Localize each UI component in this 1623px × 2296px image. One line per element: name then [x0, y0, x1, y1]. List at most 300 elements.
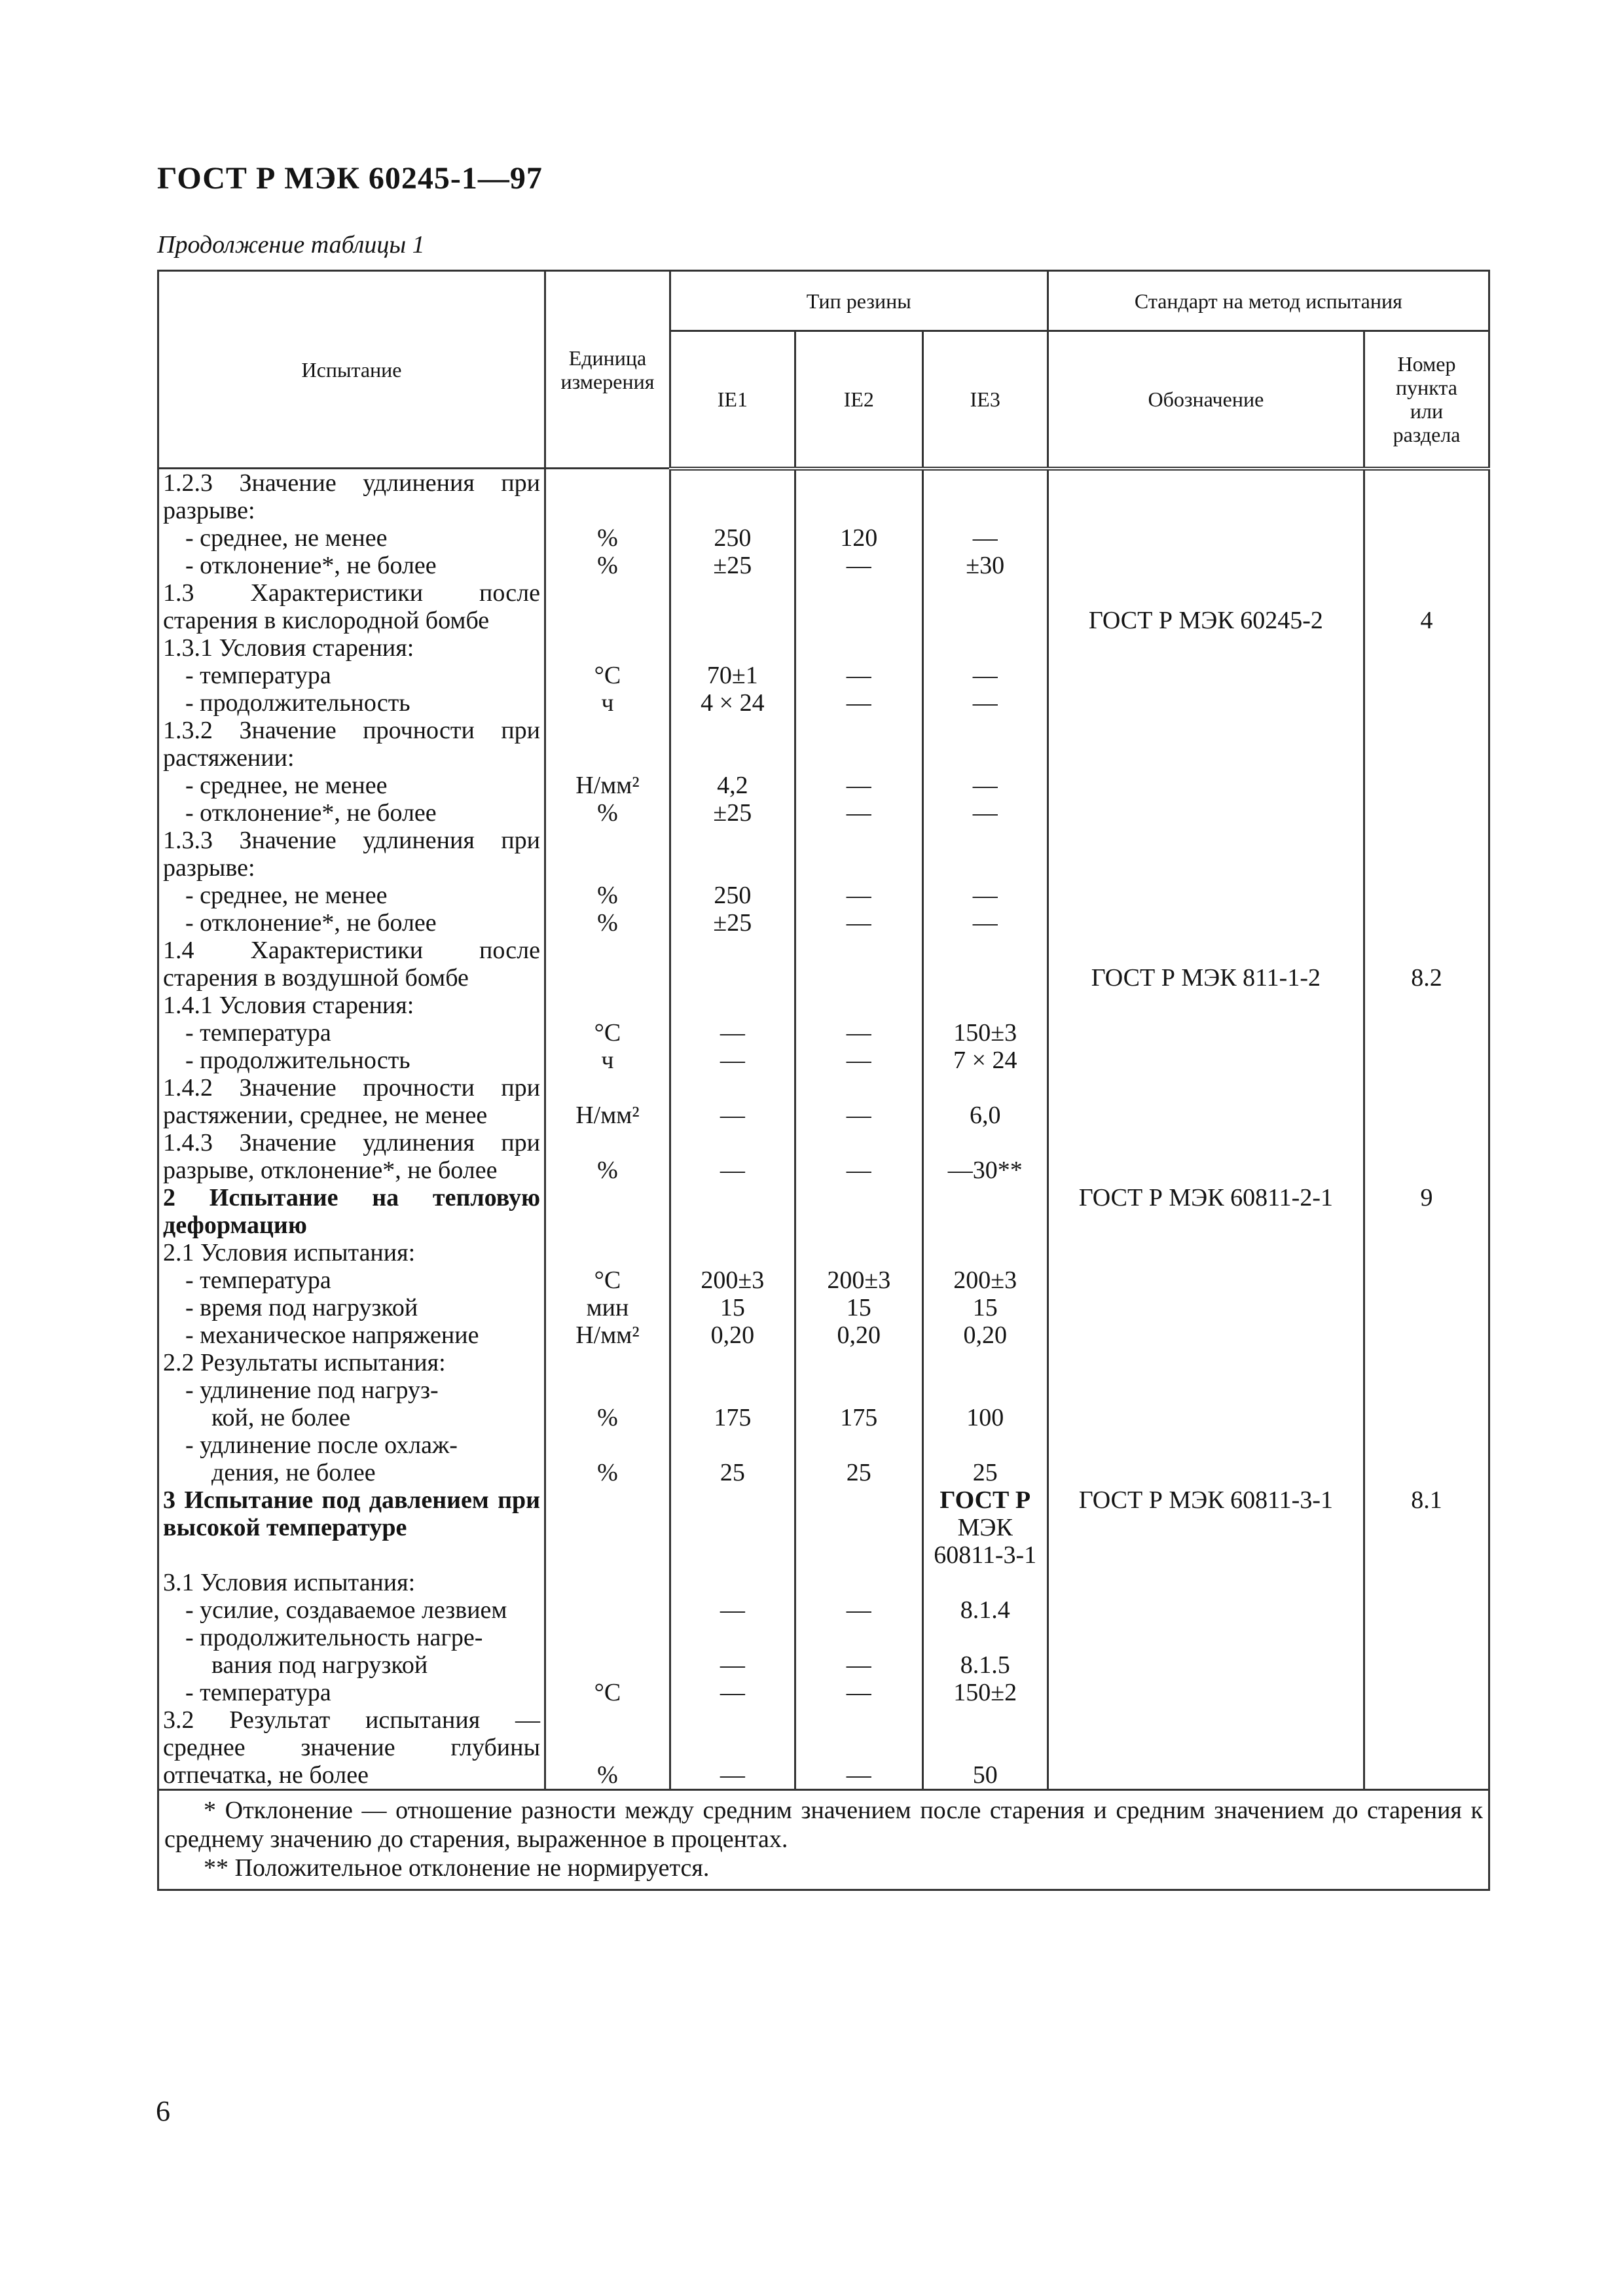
- table-body: [158, 469, 1489, 1790]
- unit-cell: [545, 744, 670, 772]
- clause-number-cell: [1364, 552, 1489, 579]
- ie3-cell: МЭК: [922, 1514, 1048, 1541]
- ie3-cell: [922, 937, 1048, 964]
- ie2-cell: 200±3: [795, 1266, 922, 1294]
- clause-number-cell: 4: [1364, 607, 1489, 634]
- clause-number-cell: [1364, 772, 1489, 799]
- table-row: [158, 1734, 1489, 1761]
- ie2-cell: —: [795, 772, 922, 799]
- clause-number-cell: [1364, 1102, 1489, 1129]
- ie1-cell: —: [670, 1047, 795, 1074]
- ie1-cell: [670, 497, 795, 524]
- unit-cell: %: [545, 909, 670, 937]
- table-row: [158, 772, 1489, 799]
- ie3-cell: [922, 1129, 1048, 1157]
- clause-number-cell: [1364, 1514, 1489, 1541]
- standard-designation-cell: [1048, 1624, 1364, 1651]
- header-standard: Стандарт на метод испытания: [1048, 271, 1489, 331]
- unit-cell: %: [545, 882, 670, 909]
- clause-number-cell: [1364, 1624, 1489, 1651]
- ie1-cell: —: [670, 1596, 795, 1624]
- table-row: [158, 1239, 1489, 1266]
- unit-cell: мин: [545, 1294, 670, 1321]
- unit-cell: [545, 1211, 670, 1239]
- unit-cell: [545, 1596, 670, 1624]
- standard-designation-cell: [1048, 497, 1364, 524]
- unit-cell: [545, 1734, 670, 1761]
- ie2-cell: [795, 1569, 922, 1596]
- ie3-cell: [922, 1376, 1048, 1404]
- table-row: [158, 1624, 1489, 1651]
- test-name-cell: 1.3.3 Значение удлинения при: [158, 827, 545, 854]
- ie2-cell: [795, 1624, 922, 1651]
- unit-cell: %: [545, 1404, 670, 1431]
- ie1-cell: 70±1: [670, 662, 795, 689]
- clause-number-cell: [1364, 744, 1489, 772]
- table-row: [158, 1679, 1489, 1706]
- table-row: [158, 469, 1489, 497]
- ie2-cell: [795, 1541, 922, 1569]
- ie2-cell: [795, 1431, 922, 1459]
- unit-cell: [545, 964, 670, 992]
- unit-cell: %: [545, 552, 670, 579]
- table-footnotes: [158, 1790, 1489, 1890]
- table-row: [158, 1761, 1489, 1790]
- ie3-cell: 8.1.4: [922, 1596, 1048, 1624]
- test-name-cell: 2.1 Условия испытания:: [158, 1239, 545, 1266]
- standard-designation-cell: [1048, 717, 1364, 744]
- clause-number-cell: 8.1: [1364, 1486, 1489, 1514]
- clause-number-cell: [1364, 1321, 1489, 1349]
- clause-number-cell: [1364, 937, 1489, 964]
- unit-cell: [545, 1569, 670, 1596]
- ie2-cell: [795, 1211, 922, 1239]
- unit-cell: [545, 497, 670, 524]
- table-row: [158, 1596, 1489, 1624]
- ie3-cell: [922, 469, 1048, 497]
- standard-designation-cell: [1048, 772, 1364, 799]
- test-name-cell: [158, 1541, 545, 1569]
- test-name-cell: - продолжительность: [158, 1047, 545, 1074]
- ie3-cell: —: [922, 799, 1048, 827]
- clause-number-cell: [1364, 524, 1489, 552]
- test-name-cell: - механическое напряжение: [158, 1321, 545, 1349]
- table-row: [158, 1102, 1489, 1129]
- ie2-cell: [795, 1486, 922, 1514]
- table-row: [158, 1376, 1489, 1404]
- ie2-cell: 15: [795, 1294, 922, 1321]
- ie3-cell: 150±3: [922, 1019, 1048, 1047]
- standard-designation-cell: [1048, 1239, 1364, 1266]
- clause-number-cell: [1364, 1761, 1489, 1790]
- standard-designation-cell: [1048, 1294, 1364, 1321]
- standard-designation-cell: [1048, 552, 1364, 579]
- ie3-cell: —: [922, 909, 1048, 937]
- standard-designation-cell: [1048, 744, 1364, 772]
- unit-cell: °C: [545, 662, 670, 689]
- ie2-cell: [795, 964, 922, 992]
- unit-cell: [545, 1074, 670, 1102]
- test-name-cell: разрыве:: [158, 497, 545, 524]
- clause-number-cell: [1364, 1157, 1489, 1184]
- ie2-cell: [795, 744, 922, 772]
- ie1-cell: [670, 469, 795, 497]
- test-name-cell: - температура: [158, 1019, 545, 1047]
- ie3-cell: [922, 992, 1048, 1019]
- test-name-cell: старения в кислородной бомбе: [158, 607, 545, 634]
- standard-designation-cell: ГОСТ Р МЭК 60245-2: [1048, 607, 1364, 634]
- ie2-cell: [795, 607, 922, 634]
- ie3-cell: 0,20: [922, 1321, 1048, 1349]
- table-row: [158, 1074, 1489, 1102]
- standard-designation-cell: [1048, 1459, 1364, 1486]
- clause-number-cell: [1364, 1239, 1489, 1266]
- ie1-cell: [670, 1514, 795, 1541]
- table-row: [158, 634, 1489, 662]
- table-caption: Продолжение таблицы 1: [157, 231, 425, 259]
- ie2-cell: [795, 992, 922, 1019]
- unit-cell: [545, 1239, 670, 1266]
- ie2-cell: —: [795, 552, 922, 579]
- table-row: [158, 992, 1489, 1019]
- standard-designation-cell: [1048, 992, 1364, 1019]
- ie1-cell: [670, 634, 795, 662]
- standard-designation-cell: [1048, 662, 1364, 689]
- table-row: [158, 1706, 1489, 1734]
- test-name-cell: растяжении, среднее, не менее: [158, 1102, 545, 1129]
- unit-cell: %: [545, 1761, 670, 1790]
- ie2-cell: [795, 717, 922, 744]
- table-row: [158, 937, 1489, 964]
- standard-designation-cell: [1048, 854, 1364, 882]
- ie2-cell: [795, 1514, 922, 1541]
- footnote-deviation: * Отклонение — отношение разности между средним значением после старения и средним значением до старения к среднему значению до старения, выраженное в процентах.: [164, 1797, 1483, 1853]
- unit-cell: ч: [545, 1047, 670, 1074]
- standard-designation-cell: [1048, 1761, 1364, 1790]
- test-name-cell: - температура: [158, 662, 545, 689]
- table-row: [158, 717, 1489, 744]
- unit-cell: [545, 1541, 670, 1569]
- ie3-cell: —: [922, 662, 1048, 689]
- ie3-cell: [922, 1706, 1048, 1734]
- test-name-cell: кой, не более: [158, 1404, 545, 1431]
- standard-designation-cell: [1048, 1157, 1364, 1184]
- standard-designation-cell: [1048, 579, 1364, 607]
- table-row: [158, 854, 1489, 882]
- table-row: [158, 1486, 1489, 1514]
- ie2-cell: —: [795, 1019, 922, 1047]
- test-name-cell: старения в воздушной бомбе: [158, 964, 545, 992]
- ie1-cell: —: [670, 1102, 795, 1129]
- ie1-cell: [670, 1431, 795, 1459]
- test-name-cell: - продолжительность: [158, 689, 545, 717]
- ie1-cell: [670, 1349, 795, 1376]
- test-name-cell: 3 Испытание под давлением при: [158, 1486, 545, 1514]
- standard-designation-cell: [1048, 469, 1364, 497]
- table-row: [158, 1294, 1489, 1321]
- ie1-cell: 4,2: [670, 772, 795, 799]
- ie3-cell: ГОСТ Р: [922, 1486, 1048, 1514]
- standard-designation-cell: [1048, 1266, 1364, 1294]
- test-name-cell: - отклонение*, не более: [158, 909, 545, 937]
- ie1-cell: [670, 964, 795, 992]
- unit-cell: [545, 1486, 670, 1514]
- ie1-cell: 25: [670, 1459, 795, 1486]
- standard-designation-cell: [1048, 909, 1364, 937]
- test-name-cell: высокой температуре: [158, 1514, 545, 1541]
- ie2-cell: —: [795, 1047, 922, 1074]
- ie2-cell: —: [795, 662, 922, 689]
- ie1-cell: 0,20: [670, 1321, 795, 1349]
- standard-designation-cell: ГОСТ Р МЭК 811-1-2: [1048, 964, 1364, 992]
- ie3-cell: [922, 579, 1048, 607]
- ie3-cell: 60811-3-1: [922, 1541, 1048, 1569]
- test-name-cell: - температура: [158, 1679, 545, 1706]
- table-row: [158, 1541, 1489, 1569]
- ie1-cell: [670, 744, 795, 772]
- test-name-cell: 2 Испытание на тепловую: [158, 1184, 545, 1211]
- test-name-cell: деформацию: [158, 1211, 545, 1239]
- test-name-cell: растяжении:: [158, 744, 545, 772]
- unit-cell: °C: [545, 1679, 670, 1706]
- clause-number-cell: [1364, 469, 1489, 497]
- clause-number-cell: [1364, 1074, 1489, 1102]
- clause-number-cell: [1364, 992, 1489, 1019]
- ie1-cell: [670, 1624, 795, 1651]
- clause-number-cell: [1364, 799, 1489, 827]
- clause-number-cell: [1364, 1459, 1489, 1486]
- test-name-cell: 3.2 Результат испытания —: [158, 1706, 545, 1734]
- table-row: [158, 1157, 1489, 1184]
- ie1-cell: [670, 827, 795, 854]
- ie3-cell: 100: [922, 1404, 1048, 1431]
- specifications-table: [157, 270, 1490, 1891]
- ie1-cell: [670, 1541, 795, 1569]
- clause-number-cell: [1364, 1349, 1489, 1376]
- clause-number-cell: [1364, 689, 1489, 717]
- clause-number-cell: [1364, 1596, 1489, 1624]
- unit-cell: Н/мм²: [545, 1321, 670, 1349]
- clause-number-cell: [1364, 1734, 1489, 1761]
- standard-designation-cell: [1048, 1019, 1364, 1047]
- standard-designation-cell: [1048, 1679, 1364, 1706]
- test-name-cell: дения, не более: [158, 1459, 545, 1486]
- test-name-cell: - отклонение*, не более: [158, 799, 545, 827]
- unit-cell: [545, 937, 670, 964]
- table-row: [158, 909, 1489, 937]
- ie1-cell: [670, 1734, 795, 1761]
- ie3-cell: [922, 1734, 1048, 1761]
- clause-number-cell: [1364, 1211, 1489, 1239]
- ie3-cell: [922, 964, 1048, 992]
- standard-designation-cell: [1048, 882, 1364, 909]
- table-row: [158, 1651, 1489, 1679]
- unit-cell: [545, 992, 670, 1019]
- unit-cell: %: [545, 1157, 670, 1184]
- clause-number-cell: [1364, 1679, 1489, 1706]
- test-name-cell: 1.4.1 Условия старения:: [158, 992, 545, 1019]
- ie1-cell: [670, 1184, 795, 1211]
- clause-number-cell: [1364, 1129, 1489, 1157]
- ie2-cell: [795, 1184, 922, 1211]
- ie3-cell: [922, 1239, 1048, 1266]
- ie3-cell: 6,0: [922, 1102, 1048, 1129]
- unit-cell: [545, 1431, 670, 1459]
- ie3-cell: [922, 854, 1048, 882]
- unit-cell: [545, 1349, 670, 1376]
- test-name-cell: среднее значение глубины: [158, 1734, 545, 1761]
- footnote-positive-deviation: ** Положительное отклонение не нормируется.: [204, 1854, 710, 1882]
- page-number: 6: [156, 2095, 170, 2127]
- clause-number-cell: [1364, 909, 1489, 937]
- ie3-cell: [922, 1431, 1048, 1459]
- unit-cell: %: [545, 1459, 670, 1486]
- ie1-cell: [670, 992, 795, 1019]
- ie2-cell: 175: [795, 1404, 922, 1431]
- test-name-cell: - удлинение под нагруз-: [158, 1376, 545, 1404]
- ie1-cell: 4 × 24: [670, 689, 795, 717]
- ie2-cell: [795, 1706, 922, 1734]
- unit-cell: [545, 469, 670, 497]
- ie2-cell: [795, 854, 922, 882]
- test-name-cell: 1.4.2 Значение прочности при: [158, 1074, 545, 1102]
- ie2-cell: —: [795, 1761, 922, 1790]
- document-code: ГОСТ Р МЭК 60245-1—97: [157, 161, 543, 196]
- ie2-cell: —: [795, 1596, 922, 1624]
- ie2-cell: —: [795, 689, 922, 717]
- ie3-cell: —: [922, 689, 1048, 717]
- table-row: [158, 662, 1489, 689]
- standard-designation-cell: [1048, 1596, 1364, 1624]
- ie3-cell: 25: [922, 1459, 1048, 1486]
- standard-designation-cell: [1048, 1734, 1364, 1761]
- ie3-cell: [922, 1211, 1048, 1239]
- table-row: [158, 1047, 1489, 1074]
- table-row: [158, 1349, 1489, 1376]
- ie3-cell: 150±2: [922, 1679, 1048, 1706]
- clause-number-cell: [1364, 1651, 1489, 1679]
- ie2-cell: —: [795, 1679, 922, 1706]
- clause-number-cell: [1364, 1431, 1489, 1459]
- standard-designation-cell: [1048, 1431, 1364, 1459]
- clause-number-cell: [1364, 1019, 1489, 1047]
- standard-designation-cell: ГОСТ Р МЭК 60811-2-1: [1048, 1184, 1364, 1211]
- ie3-cell: 50: [922, 1761, 1048, 1790]
- table-row: [158, 579, 1489, 607]
- test-name-cell: - температура: [158, 1266, 545, 1294]
- table-row: [158, 1211, 1489, 1239]
- ie1-cell: —: [670, 1157, 795, 1184]
- table-row: [158, 1569, 1489, 1596]
- ie1-cell: [670, 1486, 795, 1514]
- table-row: [158, 964, 1489, 992]
- test-name-cell: - среднее, не менее: [158, 524, 545, 552]
- standard-designation-cell: [1048, 1102, 1364, 1129]
- ie2-cell: —: [795, 909, 922, 937]
- standard-designation-cell: [1048, 524, 1364, 552]
- ie2-cell: [795, 579, 922, 607]
- clause-number-cell: [1364, 634, 1489, 662]
- test-name-cell: вания под нагрузкой: [158, 1651, 545, 1679]
- ie2-cell: [795, 1239, 922, 1266]
- ie2-cell: —: [795, 799, 922, 827]
- ie1-cell: ±25: [670, 909, 795, 937]
- unit-cell: %: [545, 799, 670, 827]
- table-row: [158, 524, 1489, 552]
- ie3-cell: [922, 634, 1048, 662]
- standard-designation-cell: [1048, 799, 1364, 827]
- ie2-cell: [795, 1734, 922, 1761]
- standard-designation-cell: [1048, 937, 1364, 964]
- header-ie2: IE2: [795, 331, 922, 469]
- ie2-cell: [795, 937, 922, 964]
- ie3-cell: —: [922, 772, 1048, 799]
- unit-cell: [545, 1651, 670, 1679]
- clause-number-cell: [1364, 1294, 1489, 1321]
- header-test: Испытание: [158, 271, 545, 469]
- ie3-cell: 15: [922, 1294, 1048, 1321]
- table-row: [158, 689, 1489, 717]
- ie3-cell: [922, 1624, 1048, 1651]
- test-name-cell: - среднее, не менее: [158, 882, 545, 909]
- standard-designation-cell: [1048, 1569, 1364, 1596]
- ie3-cell: —30**: [922, 1157, 1048, 1184]
- test-name-cell: 1.3.1 Условия старения:: [158, 634, 545, 662]
- test-name-cell: - среднее, не менее: [158, 772, 545, 799]
- header-rubber-type: Тип резины: [670, 271, 1048, 331]
- unit-cell: Н/мм²: [545, 772, 670, 799]
- test-name-cell: 1.3 Характеристики после: [158, 579, 545, 607]
- ie2-cell: 25: [795, 1459, 922, 1486]
- ie1-cell: ±25: [670, 552, 795, 579]
- ie1-cell: [670, 1239, 795, 1266]
- clause-number-cell: 9: [1364, 1184, 1489, 1211]
- standard-designation-cell: [1048, 1651, 1364, 1679]
- ie1-cell: [670, 1211, 795, 1239]
- clause-number-cell: [1364, 1541, 1489, 1569]
- unit-cell: [545, 1184, 670, 1211]
- standard-designation-cell: [1048, 1074, 1364, 1102]
- test-name-cell: 1.2.3 Значение удлинения при: [158, 469, 545, 497]
- clause-number-cell: [1364, 1404, 1489, 1431]
- ie1-cell: [670, 1706, 795, 1734]
- ie1-cell: —: [670, 1651, 795, 1679]
- standard-designation-cell: [1048, 689, 1364, 717]
- header-ie1: IE1: [670, 331, 795, 469]
- table-row: [158, 882, 1489, 909]
- clause-number-cell: [1364, 1376, 1489, 1404]
- table-row: [158, 1321, 1489, 1349]
- clause-number-cell: [1364, 497, 1489, 524]
- clause-number-cell: [1364, 1706, 1489, 1734]
- test-name-cell: 2.2 Результаты испытания:: [158, 1349, 545, 1376]
- ie1-cell: ±25: [670, 799, 795, 827]
- ie2-cell: —: [795, 1651, 922, 1679]
- ie1-cell: 250: [670, 882, 795, 909]
- clause-number-cell: [1364, 717, 1489, 744]
- unit-cell: [545, 579, 670, 607]
- ie1-cell: [670, 937, 795, 964]
- unit-cell: [545, 1129, 670, 1157]
- clause-number-cell: 8.2: [1364, 964, 1489, 992]
- table-header: [158, 271, 1489, 469]
- ie2-cell: 0,20: [795, 1321, 922, 1349]
- unit-cell: [545, 1376, 670, 1404]
- ie2-cell: —: [795, 1102, 922, 1129]
- ie1-cell: —: [670, 1679, 795, 1706]
- ie2-cell: [795, 1074, 922, 1102]
- ie1-cell: 250: [670, 524, 795, 552]
